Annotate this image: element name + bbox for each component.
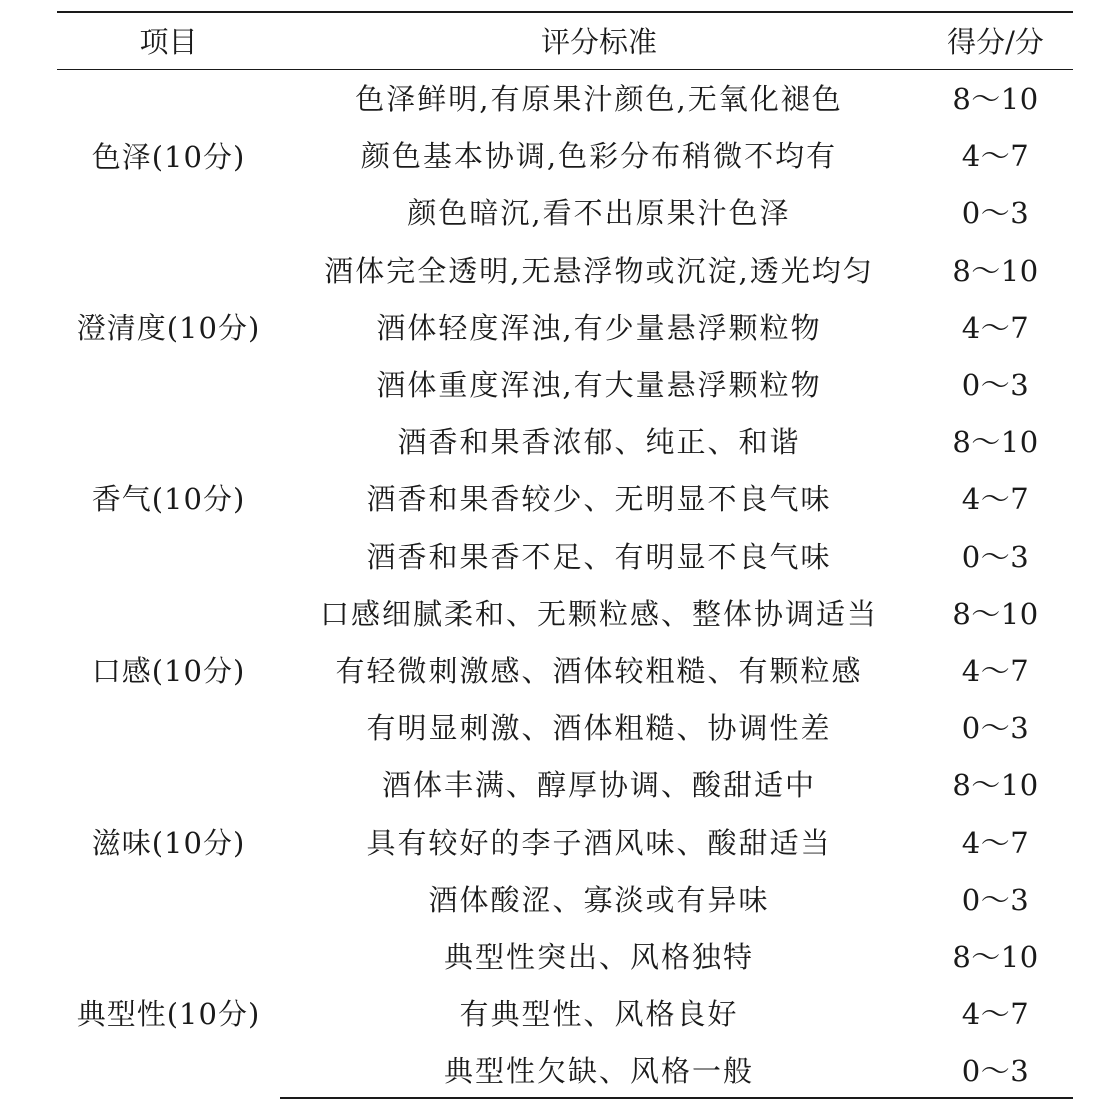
header-criteria: 评分标准 [280,12,918,69]
criteria-cell: 酒体丰满、醇厚协调、酸甜适中 [381,768,816,803]
table-row [57,927,1073,984]
criteria-cell: 色泽鲜明,有原果汁颜色,无氧化褪色 [355,82,843,117]
score-cell: 0～3 [961,539,1030,574]
score-cell: 8～10 [952,939,1039,974]
table-row [57,69,1073,126]
criteria-cell: 酒体轻度浑浊,有少量悬浮颗粒物 [376,310,822,345]
score-cell: 4～7 [961,653,1030,688]
table-row [57,412,1073,469]
score-cell: 4～7 [961,310,1030,345]
criteria-cell: 酒体酸涩、寡淡或有异味 [428,882,770,917]
scoring-table [57,11,1073,1099]
criteria-cell: 典型性欠缺、风格一般 [280,1041,918,1098]
item-cell: 典型性(10分) [76,997,261,1032]
score-cell: 8～10 [952,425,1039,460]
table-row [57,241,1073,298]
score-cell: 0～3 [961,711,1030,746]
criteria-cell: 酒体重度浑浊,有大量悬浮颗粒物 [376,368,822,403]
item-cell: 香气(10分) [91,482,246,517]
table-row [57,584,1073,641]
scoring-table-page [57,11,1073,1099]
score-cell: 4～7 [961,139,1030,174]
score-cell: 4～7 [961,825,1030,860]
header-row [57,12,1073,69]
criteria-cell: 典型性突出、风格独特 [443,939,754,974]
criteria-cell: 有明显刺激、酒体粗糙、协调性差 [366,711,832,746]
table-row [57,755,1073,812]
criteria-cell: 酒香和果香不足、有明显不良气味 [366,539,832,574]
header-item: 项目 [57,12,280,69]
table-header [57,12,1073,69]
criteria-cell: 颜色基本协调,色彩分布稍微不均有 [360,139,838,174]
criteria-cell: 酒体完全透明,无悬浮物或沉淀,透光均匀 [324,253,874,288]
criteria-cell: 有轻微刺激感、酒体较粗糙、有颗粒感 [335,653,863,688]
criteria-cell: 口感细腻柔和、无颗粒感、整体协调适当 [319,596,878,631]
item-cell: 滋味(10分) [91,825,246,860]
criteria-cell: 具有较好的李子酒风味、酸甜适当 [366,825,832,860]
score-cell: 4～7 [961,482,1030,517]
score-cell: 8～10 [952,253,1039,288]
item-cell: 澄清度(10分) [76,310,261,345]
score-cell: 0～3 [961,882,1030,917]
criteria-cell: 酒香和果香较少、无明显不良气味 [366,482,832,517]
score-cell: 0～3 [961,368,1030,403]
item-cell: 口感(10分) [91,653,246,688]
item-cell: 色泽(10分) [91,139,246,174]
score-cell: 4～7 [961,997,1030,1032]
score-cell: 8～10 [952,596,1039,631]
criteria-cell: 酒香和果香浓郁、纯正、和谐 [397,425,801,460]
score-cell: 0～3 [961,196,1030,231]
header-score: 得分/分 [918,12,1073,69]
score-cell: 8～10 [952,768,1039,803]
score-cell: 0～3 [918,1041,1073,1098]
criteria-cell: 有典型性、风格良好 [459,997,739,1032]
table-body [57,69,1073,1098]
score-cell: 8～10 [952,82,1039,117]
criteria-cell: 颜色暗沉,看不出原果汁色泽 [407,196,791,231]
